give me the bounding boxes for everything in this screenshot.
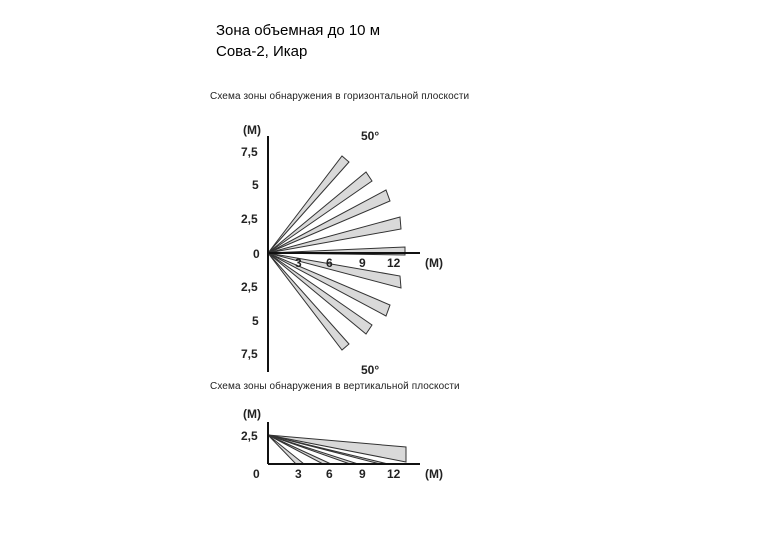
title-line-1: Зона объемная до 10 м: [216, 22, 381, 39]
h-angle-bottom: 50°: [361, 363, 380, 377]
h-y-label: 2,5: [241, 280, 258, 294]
title-line-2: Сова-2, Икар: [216, 43, 308, 60]
h-x-label: 9: [359, 256, 366, 270]
h-origin-label: 0: [253, 247, 260, 261]
v-x-label: 6: [326, 467, 333, 481]
h-y-label: 7,5: [241, 145, 258, 159]
h-angle-top: 50°: [361, 129, 380, 143]
v-y-unit: (M): [243, 407, 261, 421]
horizontal-caption: Схема зоны обнаружения в горизонтальной плоскости: [210, 91, 470, 102]
h-x-label: 12: [387, 256, 401, 270]
vertical-caption: Схема зоны обнаружения в вертикальной плоскости: [210, 381, 460, 392]
beam-h-upper-3: [268, 190, 390, 253]
h-x-label: 3: [295, 256, 302, 270]
h-y-label: 5: [252, 314, 259, 328]
v-x-label: 3: [295, 467, 302, 481]
v-x-label: 9: [359, 467, 366, 481]
h-y-unit: (M): [243, 123, 261, 137]
v-origin-label: 0: [253, 467, 260, 481]
h-x-unit: (M): [425, 256, 443, 270]
v-y-label: 2,5: [241, 429, 258, 443]
h-y-label: 5: [252, 178, 259, 192]
h-x-label: 6: [326, 256, 333, 270]
h-y-label: 7,5: [241, 347, 258, 361]
v-x-unit: (M): [425, 467, 443, 481]
h-y-label: 2,5: [241, 212, 258, 226]
vertical-beams: [268, 435, 406, 464]
v-x-label: 12: [387, 467, 401, 481]
